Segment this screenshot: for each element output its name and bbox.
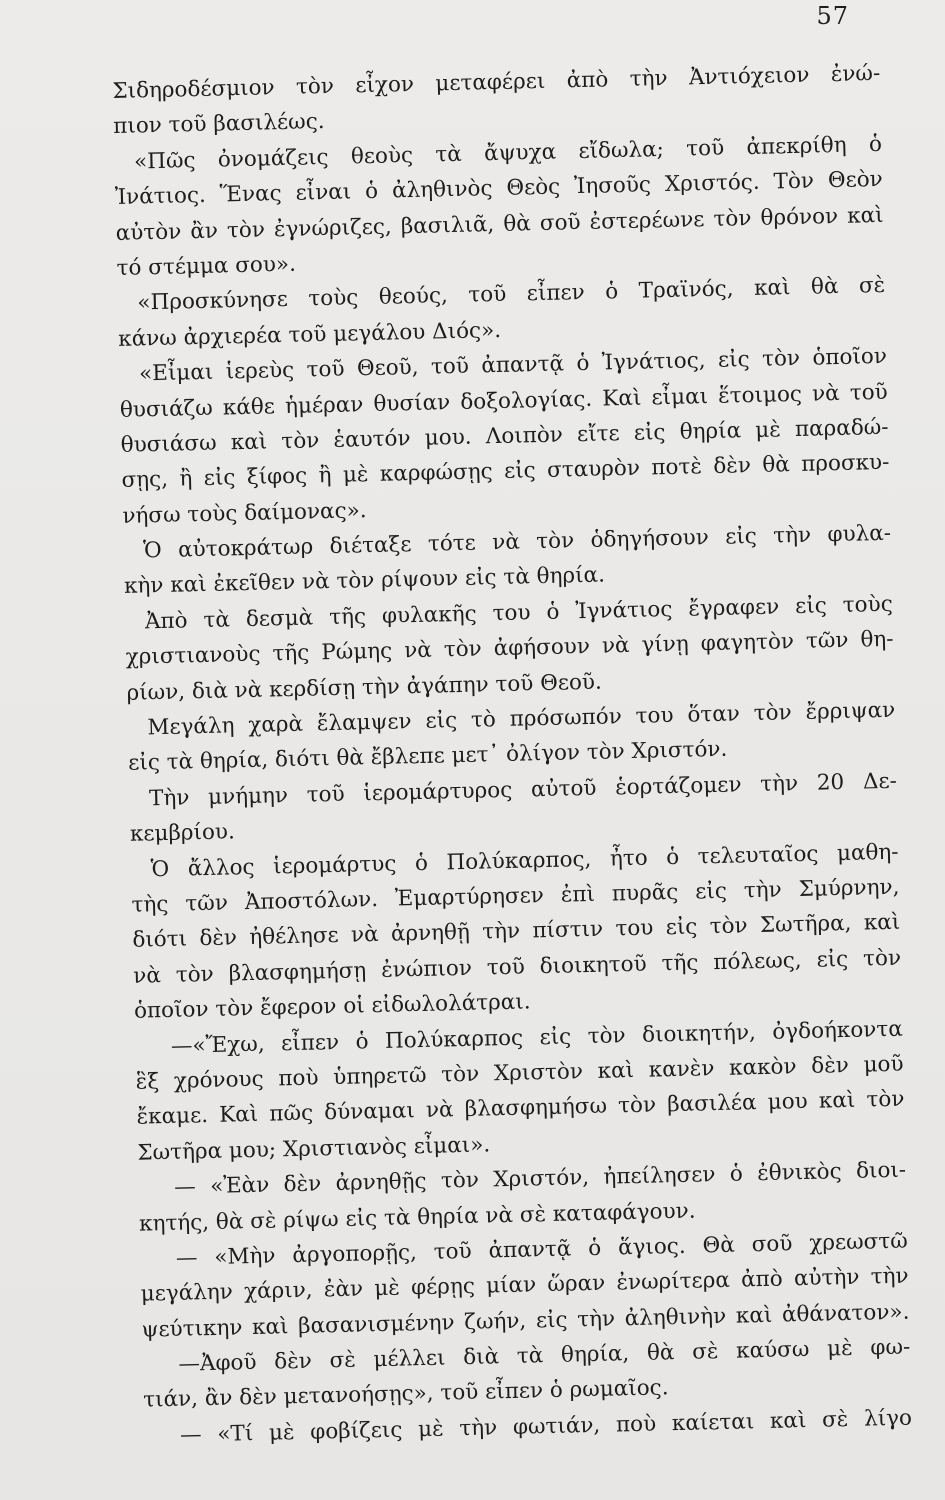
text-line: Τὴν μνήμην τοῦ ἱερομάρτυρος αὐτοῦ ἑορτάζομεν τὴν 20 Δε-: [148, 768, 898, 812]
text-line: Σωτῆρα μου; Χριστιανὸς εἶμαι».: [137, 1132, 491, 1166]
text-line: Ὁ ἄλλος ἱερομάρτυς ὁ Πολύκαρπος, ἦτο ὁ τελευταῖος μαθη-: [150, 839, 899, 882]
text-line: —Ἀφοῦ δὲν σὲ μέλλει διὰ τὰ θηρία, θὰ σὲ καύσω μὲ φω-: [178, 1334, 911, 1377]
text-line: κάνω ἀρχιερέα τοῦ μεγάλου Διός».: [117, 317, 502, 352]
text-line: τιάν, ἂν δὲν μετανοήσῃς», τοῦ εἶπεν ὁ ρωμαῖος.: [142, 1375, 669, 1414]
text-line: νήσω τοὺς δαίμονας».: [122, 497, 367, 529]
text-line: εἰς τὰ θηρία, διότι θὰ ἔβλεπε μετ᾽ ὀλίγον τὸν Χριστόν.: [127, 737, 728, 777]
text-line: Ἀπὸ τὰ δεσμὰ τῆς φυλακῆς του ὁ Ἰγνάτιος ἔγραφεν εἰς τοὺς: [144, 591, 894, 635]
text-line: σῃς, ἢ εἰς ξίφος ἢ μὲ καρφώσῃς εἰς σταυρὸν ποτὲ δὲν θὰ προσκυ-: [121, 450, 890, 494]
text-line: διότι δὲν ἠθέλησε νὰ ἀρνηθῇ τὴν πίστιν του εἰς τὸν Σωτῆρα, καὶ: [132, 910, 901, 954]
body-text: [112, 56, 912, 1454]
page-number: 57: [816, 2, 849, 30]
text-line: ἓξ χρόνους ποὺ ὑπηρετῶ τὸν Χριστὸν καὶ κανὲν κακὸν δὲν μοῦ: [135, 1051, 904, 1095]
text-line: Ὁ αὐτοκράτωρ διέταξε τότε νὰ τὸν ὁδηγήσουν εἰς τὴν φυλα-: [142, 520, 892, 564]
text-line: ρίων, διὰ νὰ κερδίσῃ τὴν ἀγάπην τοῦ Θεοῦ.: [126, 669, 603, 706]
text-line: ψεύτικην καὶ βασανισμένην ζωήν, εἰς τὴν ἀληθινὴν καὶ ἀθάνατον».: [141, 1299, 910, 1343]
text-line: ἔκαμε. Καὶ πῶς δύναμαι νὰ βλασφημήσω τὸν βασιλέα μου καὶ τὸν: [136, 1086, 905, 1131]
text-line: — «Ἐὰν δὲν ἀρνηθῇς τὸν Χριστόν, ἠπείλησεν ὁ ἐθνικὸς διοι-: [173, 1157, 907, 1200]
text-line: Σιδηροδέσμιον τὸν εἶχον μεταφέρει ἀπὸ τὴν Ἀντιόχειον ἐνώ-: [112, 60, 881, 104]
text-line: χριστιανοὺς τῆς Ρώμης νὰ τὸν ἀφήσουν νὰ γίνῃ φαγητὸν τῶν θη-: [125, 626, 894, 671]
text-line: — «Τί μὲ φοβίζεις μὲ τὴν φωτιάν, ποὺ καίεται καὶ σὲ λίγο: [179, 1405, 913, 1448]
text-line: τό στέμμα σου».: [116, 251, 297, 281]
text-line: «Εἶμαι ἱερεὺς τοῦ Θεοῦ, τοῦ ἀπαντᾷ ὁ Ἰγνάτιος, εἰς τὸν ὁποῖον: [138, 343, 888, 387]
text-line: αὐτὸν ἂν τὸν ἐγνώριζες, βασιλιᾶ, θὰ σοῦ ἐστερέωνε τὸν θρόνον καὶ: [115, 202, 884, 246]
text-line: «Προσκύνησε τοὺς θεούς, τοῦ εἶπεν ὁ Τραϊνός, καὶ θὰ σὲ: [137, 273, 886, 316]
text-line: κεμβρίου.: [129, 819, 236, 847]
text-line: Μεγάλη χαρὰ ἔλαμψεν εἰς τὸ πρόσωπόν του ὅταν τὸν ἔρριψαν: [147, 697, 896, 741]
text-line: κητής, θὰ σὲ ρίψω εἰς τὰ θηρία νὰ σὲ καταφάγουν.: [138, 1198, 696, 1237]
text-line: κὴν καὶ ἐκεῖθεν νὰ τὸν ρίψουν εἰς τὰ θηρία.: [123, 562, 606, 600]
text-line: «Πῶς ὀνομάζεις θεοὺς τὰ ἄψυχα εἴδωλα; τοῦ ἀπεκρίθη ὁ: [133, 131, 883, 175]
text-line: θυσιάσω καὶ τὸν ἑαυτόν μου. Λοιπὸν εἴτε εἰς θηρία μὲ παραδώ-: [120, 414, 889, 458]
text-line: θυσιάζω κάθε ἡμέραν θυσίαν δοξολογίας. Καὶ εἶμαι ἕτοιμος νὰ τοῦ: [119, 379, 888, 423]
text-line: πιον τοῦ βασιλέως.: [112, 109, 325, 140]
text-line: νὰ τὸν βλασφημήσῃ ἐνώπιον τοῦ διοικητοῦ τῆς πόλεως, εἰς τὸν: [132, 945, 902, 989]
text-line: Ἰνάτιος. Ἕνας εἶναι ὁ ἀληθινὸς Θεὸς Ἰησοῦς Χριστός. Τὸν Θεὸν: [114, 167, 883, 211]
text-line: —«Ἔχω, εἶπεν ὁ Πολύκαρπος εἰς τὸν διοικητήν, ὀγδοήκοντα: [170, 1016, 904, 1059]
text-line: — «Μὴν ἀργοπορῇς, τοῦ ἀπαντᾷ ὁ ἅγιος. Θὰ σοῦ χρεωστῶ: [175, 1228, 909, 1271]
text-line: ὁποῖον τὸν ἔφερον οἱ εἰδωλολάτραι.: [133, 989, 531, 1024]
text-line: τὴς τῶν Ἀποστόλων. Ἐμαρτύρησεν ἐπὶ πυρᾶς εἰς τὴν Σμύρνην,: [131, 874, 900, 918]
text-line: μεγάλην χάριν, ἐὰν μὲ φέρῃς μίαν ὥραν ἐνωρίτερα ἀπὸ αὐτὴν τὴν: [140, 1263, 909, 1307]
